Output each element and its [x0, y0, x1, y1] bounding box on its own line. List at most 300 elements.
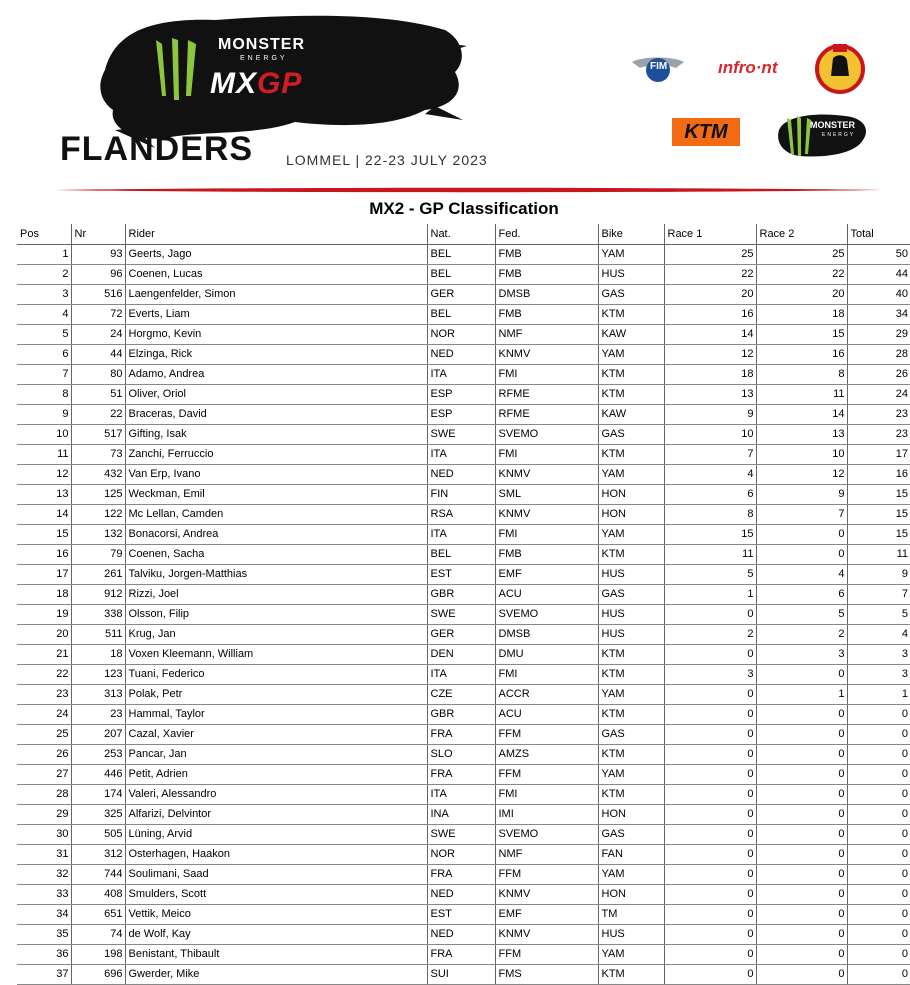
cell-race1: 2	[664, 625, 756, 645]
cell-nr: 80	[71, 365, 125, 385]
cell-nr: 912	[71, 585, 125, 605]
cell-nr: 22	[71, 405, 125, 425]
cell-nr: 312	[71, 845, 125, 865]
cell-nr: 23	[71, 705, 125, 725]
cell-race1: 8	[664, 505, 756, 525]
cell-pos: 21	[17, 645, 71, 665]
classification-title: MX2 - GP Classification	[369, 199, 559, 218]
cell-rider: Oliver, Oriol	[125, 385, 427, 405]
cell-nr: 313	[71, 685, 125, 705]
cell-pos: 6	[17, 345, 71, 365]
cell-fed: SVEMO	[495, 605, 598, 625]
cell-nat: FRA	[427, 945, 495, 965]
cell-race2: 18	[756, 305, 847, 325]
cell-race1: 10	[664, 425, 756, 445]
cell-total: 5	[847, 605, 910, 625]
cell-pos: 18	[17, 585, 71, 605]
cell-bike: HUS	[598, 625, 664, 645]
cell-race1: 0	[664, 885, 756, 905]
cell-bike: GAS	[598, 285, 664, 305]
column-header-nr: Nr	[71, 224, 125, 245]
cell-nat: BEL	[427, 245, 495, 265]
cell-total: 4	[847, 625, 910, 645]
cell-total: 15	[847, 505, 910, 525]
cell-race1: 0	[664, 925, 756, 945]
cell-bike: YAM	[598, 865, 664, 885]
cell-bike: KTM	[598, 645, 664, 665]
cell-fed: ACU	[495, 585, 598, 605]
cell-nat: SWE	[427, 825, 495, 845]
cell-nr: 18	[71, 645, 125, 665]
cell-nr: 651	[71, 905, 125, 925]
brand-energy-text: ENERGY	[240, 55, 288, 62]
cell-nr: 125	[71, 485, 125, 505]
cell-rider: Bonacorsi, Andrea	[125, 525, 427, 545]
cell-nat: FRA	[427, 765, 495, 785]
column-header-total: Total	[847, 224, 910, 245]
cell-race1: 0	[664, 825, 756, 845]
cell-bike: YAM	[598, 245, 664, 265]
cell-nat: DEN	[427, 645, 495, 665]
cell-pos: 1	[17, 245, 71, 265]
column-header-nat: Nat.	[427, 224, 495, 245]
cell-nat: ITA	[427, 785, 495, 805]
cell-fed: FMI	[495, 785, 598, 805]
cell-race2: 0	[756, 705, 847, 725]
cell-bike: HON	[598, 805, 664, 825]
table-row	[17, 865, 910, 885]
cell-pos: 24	[17, 705, 71, 725]
cell-bike: HUS	[598, 565, 664, 585]
cell-race1: 13	[664, 385, 756, 405]
cell-race2: 3	[756, 645, 847, 665]
column-header-race2: Race 2	[756, 224, 847, 245]
cell-race2: 0	[756, 965, 847, 985]
cell-rider: Zanchi, Ferruccio	[125, 445, 427, 465]
cell-race1: 1	[664, 585, 756, 605]
cell-race2: 12	[756, 465, 847, 485]
cell-pos: 5	[17, 325, 71, 345]
cell-nat: FRA	[427, 725, 495, 745]
cell-pos: 36	[17, 945, 71, 965]
cell-nat: SWE	[427, 605, 495, 625]
cell-bike: HUS	[598, 605, 664, 625]
mxgp-logo	[210, 67, 302, 101]
sponsor-monster-text: MONSTER	[810, 120, 855, 130]
cell-nr: 517	[71, 425, 125, 445]
cell-pos: 27	[17, 765, 71, 785]
cell-total: 0	[847, 905, 910, 925]
cell-nat: NED	[427, 465, 495, 485]
table-row	[17, 605, 910, 625]
cell-race1: 0	[664, 945, 756, 965]
federation-crest-logo	[815, 42, 865, 94]
cell-nat: EST	[427, 565, 495, 585]
cell-nr: 93	[71, 245, 125, 265]
cell-nat: BEL	[427, 545, 495, 565]
cell-nat: NED	[427, 925, 495, 945]
cell-race2: 6	[756, 585, 847, 605]
cell-pos: 8	[17, 385, 71, 405]
cell-nr: 408	[71, 885, 125, 905]
cell-pos: 11	[17, 445, 71, 465]
table-row	[17, 265, 910, 285]
cell-nr: 516	[71, 285, 125, 305]
cell-nat: ITA	[427, 525, 495, 545]
cell-race1: 16	[664, 305, 756, 325]
cell-bike: KTM	[598, 785, 664, 805]
cell-fed: FFM	[495, 725, 598, 745]
table-row	[17, 705, 910, 725]
fim-label: FIM	[650, 61, 668, 72]
cell-pos: 29	[17, 805, 71, 825]
cell-race1: 0	[664, 965, 756, 985]
cell-fed: SVEMO	[495, 425, 598, 445]
event-venue-date: LOMMEL | 22-23 JULY 2023	[286, 152, 488, 168]
header	[0, 0, 910, 196]
cell-race2: 9	[756, 485, 847, 505]
cell-race2: 20	[756, 285, 847, 305]
cell-pos: 31	[17, 845, 71, 865]
table-row	[17, 825, 910, 845]
table-row	[17, 465, 910, 485]
cell-rider: Pancar, Jan	[125, 745, 427, 765]
cell-bike: HON	[598, 885, 664, 905]
cell-rider: Hammal, Taylor	[125, 705, 427, 725]
cell-race1: 0	[664, 805, 756, 825]
cell-race2: 0	[756, 545, 847, 565]
cell-total: 15	[847, 525, 910, 545]
cell-race1: 14	[664, 325, 756, 345]
cell-nat: ITA	[427, 365, 495, 385]
cell-total: 29	[847, 325, 910, 345]
cell-fed: FFM	[495, 865, 598, 885]
cell-rider: Braceras, David	[125, 405, 427, 425]
cell-race2: 2	[756, 625, 847, 645]
cell-bike: GAS	[598, 825, 664, 845]
cell-race2: 0	[756, 845, 847, 865]
cell-nat: NED	[427, 885, 495, 905]
cell-nat: GER	[427, 285, 495, 305]
cell-total: 23	[847, 405, 910, 425]
cell-pos: 3	[17, 285, 71, 305]
table-row	[17, 405, 910, 425]
cell-nr: 207	[71, 725, 125, 745]
cell-nr: 132	[71, 525, 125, 545]
table-header-row	[17, 224, 910, 245]
brand-monster-text: MONSTER	[218, 36, 305, 53]
cell-nr: 744	[71, 865, 125, 885]
cell-rider: Geerts, Jago	[125, 245, 427, 265]
cell-fed: KNMV	[495, 465, 598, 485]
table-row	[17, 345, 910, 365]
cell-rider: Elzinga, Rick	[125, 345, 427, 365]
cell-fed: FMB	[495, 545, 598, 565]
cell-race2: 14	[756, 405, 847, 425]
cell-nat: FRA	[427, 865, 495, 885]
cell-nat: ESP	[427, 385, 495, 405]
cell-total: 44	[847, 265, 910, 285]
cell-fed: NMF	[495, 325, 598, 345]
mxgp-gp: GP	[257, 67, 303, 100]
cell-race1: 20	[664, 285, 756, 305]
cell-rider: de Wolf, Kay	[125, 925, 427, 945]
cell-nr: 261	[71, 565, 125, 585]
cell-nat: SUI	[427, 965, 495, 985]
cell-fed: FMB	[495, 305, 598, 325]
cell-fed: FMB	[495, 265, 598, 285]
cell-nat: BEL	[427, 305, 495, 325]
cell-bike: YAM	[598, 765, 664, 785]
cell-nr: 123	[71, 665, 125, 685]
mxgp-mx: MX	[210, 67, 257, 100]
cell-nat: BEL	[427, 265, 495, 285]
cell-fed: FMI	[495, 445, 598, 465]
cell-nat: ITA	[427, 445, 495, 465]
cell-total: 0	[847, 785, 910, 805]
cell-race2: 22	[756, 265, 847, 285]
cell-total: 23	[847, 425, 910, 445]
cell-nat: RSA	[427, 505, 495, 525]
cell-bike: YAM	[598, 465, 664, 485]
cell-race1: 0	[664, 745, 756, 765]
event-name: FLANDERS	[60, 130, 254, 168]
cell-fed: KNMV	[495, 885, 598, 905]
cell-fed: KNMV	[495, 505, 598, 525]
cell-total: 0	[847, 725, 910, 745]
cell-race2: 0	[756, 785, 847, 805]
cell-bike: HON	[598, 485, 664, 505]
cell-pos: 37	[17, 965, 71, 985]
monster-claw-logo	[150, 36, 202, 102]
cell-nat: GBR	[427, 585, 495, 605]
cell-bike: TM	[598, 905, 664, 925]
cell-rider: Voxen Kleemann, William	[125, 645, 427, 665]
cell-nat: NOR	[427, 325, 495, 345]
cell-nr: 198	[71, 945, 125, 965]
cell-nr: 505	[71, 825, 125, 845]
cell-nat: GER	[427, 625, 495, 645]
cell-rider: Horgmo, Kevin	[125, 325, 427, 345]
cell-race1: 18	[664, 365, 756, 385]
cell-nat: ITA	[427, 665, 495, 685]
cell-nr: 122	[71, 505, 125, 525]
cell-fed: FMI	[495, 665, 598, 685]
cell-bike: KAW	[598, 405, 664, 425]
cell-pos: 17	[17, 565, 71, 585]
cell-rider: Olsson, Filip	[125, 605, 427, 625]
cell-race1: 4	[664, 465, 756, 485]
cell-total: 3	[847, 645, 910, 665]
cell-race2: 0	[756, 805, 847, 825]
table-row	[17, 685, 910, 705]
cell-nat: CZE	[427, 685, 495, 705]
cell-pos: 30	[17, 825, 71, 845]
cell-bike: KTM	[598, 445, 664, 465]
cell-rider: Valeri, Alessandro	[125, 785, 427, 805]
cell-total: 9	[847, 565, 910, 585]
cell-bike: YAM	[598, 685, 664, 705]
cell-race1: 9	[664, 405, 756, 425]
cell-rider: Rizzi, Joel	[125, 585, 427, 605]
cell-total: 50	[847, 245, 910, 265]
cell-total: 34	[847, 305, 910, 325]
column-header-rider: Rider	[125, 224, 427, 245]
cell-rider: Krug, Jan	[125, 625, 427, 645]
ktm-logo: KTM	[672, 118, 740, 146]
table-row	[17, 905, 910, 925]
cell-fed: KNMV	[495, 925, 598, 945]
cell-race1: 25	[664, 245, 756, 265]
cell-race2: 1	[756, 685, 847, 705]
cell-race1: 0	[664, 865, 756, 885]
cell-fed: DMU	[495, 645, 598, 665]
cell-fed: EMF	[495, 565, 598, 585]
cell-total: 17	[847, 445, 910, 465]
cell-total: 0	[847, 925, 910, 945]
cell-total: 3	[847, 665, 910, 685]
cell-race1: 12	[664, 345, 756, 365]
cell-race1: 0	[664, 785, 756, 805]
cell-total: 0	[847, 805, 910, 825]
cell-rider: Tuani, Federico	[125, 665, 427, 685]
cell-nat: INA	[427, 805, 495, 825]
cell-race2: 7	[756, 505, 847, 525]
cell-race1: 15	[664, 525, 756, 545]
cell-pos: 20	[17, 625, 71, 645]
cell-race2: 10	[756, 445, 847, 465]
cell-fed: FFM	[495, 945, 598, 965]
cell-nr: 51	[71, 385, 125, 405]
cell-bike: KTM	[598, 545, 664, 565]
cell-bike: KTM	[598, 745, 664, 765]
cell-race1: 0	[664, 645, 756, 665]
table-row	[17, 325, 910, 345]
table-row	[17, 885, 910, 905]
cell-bike: KTM	[598, 365, 664, 385]
table-row	[17, 805, 910, 825]
cell-pos: 10	[17, 425, 71, 445]
cell-race2: 0	[756, 725, 847, 745]
cell-pos: 26	[17, 745, 71, 765]
cell-pos: 33	[17, 885, 71, 905]
table-row	[17, 525, 910, 545]
cell-total: 0	[847, 945, 910, 965]
table-row	[17, 305, 910, 325]
cell-race1: 22	[664, 265, 756, 285]
cell-nr: 174	[71, 785, 125, 805]
table-row	[17, 845, 910, 865]
table-row	[17, 665, 910, 685]
cell-total: 0	[847, 745, 910, 765]
cell-fed: FFM	[495, 765, 598, 785]
sponsor-energy-text: ENERGY	[822, 132, 856, 138]
cell-pos: 22	[17, 665, 71, 685]
cell-total: 40	[847, 285, 910, 305]
cell-fed: FMS	[495, 965, 598, 985]
cell-rider: Mc Lellan, Camden	[125, 505, 427, 525]
table-row	[17, 925, 910, 945]
cell-nat: EST	[427, 905, 495, 925]
cell-pos: 34	[17, 905, 71, 925]
cell-fed: ACU	[495, 705, 598, 725]
cell-nr: 24	[71, 325, 125, 345]
cell-fed: NMF	[495, 845, 598, 865]
column-header-fed: Fed.	[495, 224, 598, 245]
cell-race1: 0	[664, 705, 756, 725]
cell-pos: 16	[17, 545, 71, 565]
cell-bike: KAW	[598, 325, 664, 345]
cell-fed: FMI	[495, 525, 598, 545]
cell-rider: Osterhagen, Haakon	[125, 845, 427, 865]
cell-race1: 6	[664, 485, 756, 505]
cell-total: 0	[847, 865, 910, 885]
cell-race2: 0	[756, 945, 847, 965]
cell-nr: 696	[71, 965, 125, 985]
cell-bike: YAM	[598, 345, 664, 365]
table-row	[17, 625, 910, 645]
cell-bike: KTM	[598, 965, 664, 985]
cell-bike: FAN	[598, 845, 664, 865]
cell-nr: 44	[71, 345, 125, 365]
cell-bike: GAS	[598, 585, 664, 605]
red-divider-line	[55, 185, 883, 195]
cell-pos: 2	[17, 265, 71, 285]
cell-nr: 72	[71, 305, 125, 325]
classification-rows	[17, 245, 910, 985]
table-row	[17, 365, 910, 385]
cell-nr: 96	[71, 265, 125, 285]
cell-fed: KNMV	[495, 345, 598, 365]
cell-nr: 79	[71, 545, 125, 565]
cell-fed: SVEMO	[495, 825, 598, 845]
cell-fed: IMI	[495, 805, 598, 825]
cell-race2: 13	[756, 425, 847, 445]
cell-total: 0	[847, 825, 910, 845]
cell-pos: 13	[17, 485, 71, 505]
cell-rider: Van Erp, Ivano	[125, 465, 427, 485]
cell-total: 11	[847, 545, 910, 565]
cell-bike: HUS	[598, 265, 664, 285]
cell-rider: Soulimani, Saad	[125, 865, 427, 885]
cell-bike: GAS	[598, 725, 664, 745]
cell-pos: 15	[17, 525, 71, 545]
cell-bike: HUS	[598, 925, 664, 945]
table-row	[17, 425, 910, 445]
table-row	[17, 245, 910, 265]
cell-total: 28	[847, 345, 910, 365]
cell-nr: 511	[71, 625, 125, 645]
cell-total: 26	[847, 365, 910, 385]
cell-race1: 0	[664, 765, 756, 785]
cell-total: 24	[847, 385, 910, 405]
cell-rider: Smulders, Scott	[125, 885, 427, 905]
cell-race1: 0	[664, 905, 756, 925]
cell-pos: 25	[17, 725, 71, 745]
cell-race2: 4	[756, 565, 847, 585]
cell-bike: HON	[598, 505, 664, 525]
cell-total: 7	[847, 585, 910, 605]
cell-total: 1	[847, 685, 910, 705]
cell-race1: 11	[664, 545, 756, 565]
table-row	[17, 765, 910, 785]
cell-pos: 7	[17, 365, 71, 385]
cell-race1: 7	[664, 445, 756, 465]
cell-rider: Vettik, Meico	[125, 905, 427, 925]
cell-total: 0	[847, 765, 910, 785]
cell-rider: Weckman, Emil	[125, 485, 427, 505]
cell-race2: 0	[756, 525, 847, 545]
